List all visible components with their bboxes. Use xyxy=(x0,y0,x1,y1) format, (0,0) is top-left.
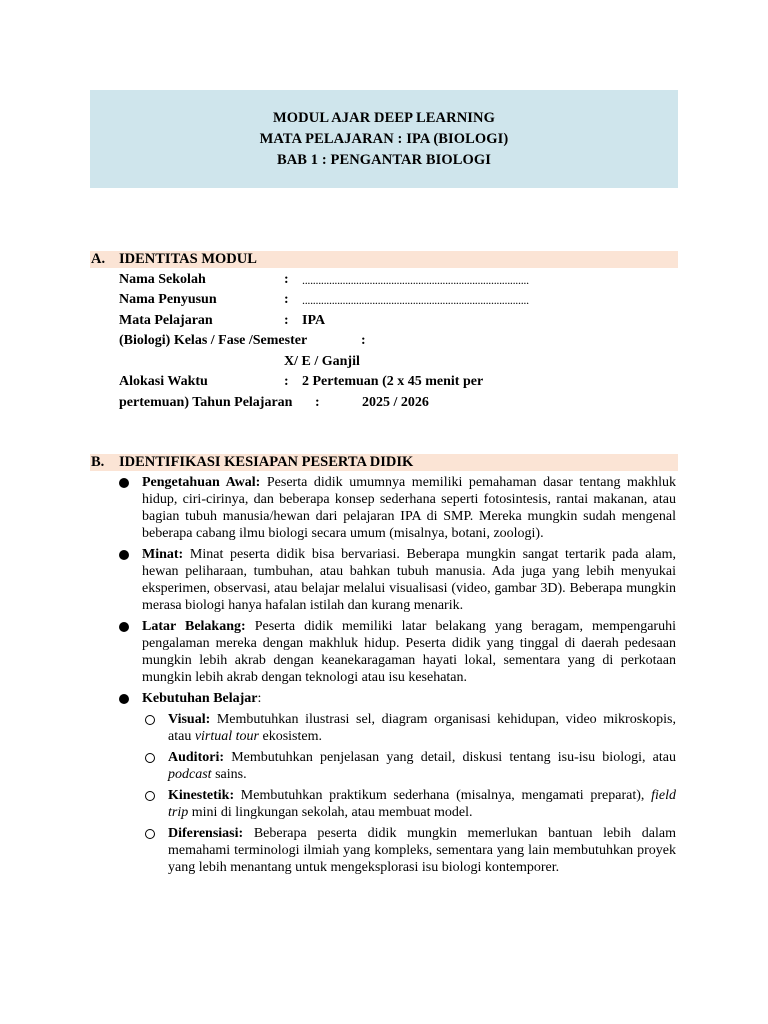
title-line-1: MODUL AJAR DEEP LEARNING xyxy=(273,109,495,126)
item-label: Kebutuhan Belajar xyxy=(142,691,258,706)
nama-sekolah-label: Nama Sekolah xyxy=(119,272,206,287)
list-item xyxy=(116,546,676,614)
item-text: Peserta didik umumnya memiliki pemahaman dasar tentang makhluk hidup, ciri-cirinya, dan beberapa konsep sederhana seperti fotosintesis, rantai makanan, atau bagian tubuh manusia/hewan dari pelajaran IPA di SMP. Mereka mungkin sudah mengenal beberapa cabang ilmu biologi secara umum (misalnya, botani, zoologi). xyxy=(142,475,677,541)
bullet-circle-icon xyxy=(145,715,155,725)
sub-item-label: Auditori: xyxy=(168,750,224,765)
item-text: Peserta didik memiliki latar belakang yang beragam, mempengaruhi pengalaman mereka dengan makhluk hidup. Peserta didik yang tinggal di daerah pedesaan mungkin lebih akrab dengan keanekaragaman hayati lokal, sementara yang di perkotaan mungkin lebih akrab dengan teknologi atau isu kesehatan. xyxy=(142,619,676,685)
section-b-letter: B. xyxy=(91,454,105,470)
bullet-dot-icon xyxy=(119,694,129,704)
section-a-letter: A. xyxy=(91,251,106,267)
mapel-value: IPA xyxy=(302,313,326,328)
nama-sekolah-value: .................................................................................... xyxy=(302,273,529,287)
sub-list-item xyxy=(142,825,676,876)
section-b-title: IDENTIFIKASI KESIAPAN PESERTA DIDIK xyxy=(119,454,414,470)
nama-penyusun-label: Nama Penyusun xyxy=(119,292,217,307)
kelas-colon: : xyxy=(361,333,366,348)
section-a-title: IDENTITAS MODUL xyxy=(119,251,257,267)
sub-item-emphasis: podcast xyxy=(168,767,212,782)
sub-list-item xyxy=(142,711,676,745)
mapel-label: Mata Pelajaran xyxy=(119,313,213,328)
list-item xyxy=(116,474,676,542)
sub-item-label: Visual: xyxy=(168,712,211,727)
nama-penyusun-value: .................................................................................... xyxy=(302,293,529,307)
sub-item-label: Diferensiasi: xyxy=(168,826,244,841)
section-a-heading xyxy=(90,251,678,268)
bullet-dot-icon xyxy=(119,478,129,488)
alokasi-label: Alokasi Waktu xyxy=(119,374,208,389)
sub-item-emphasis: field trip xyxy=(168,788,676,820)
list-item xyxy=(116,618,676,686)
sub-list xyxy=(142,711,676,876)
sub-item-text-end: sains. xyxy=(211,767,247,782)
nama-sekolah-colon: : xyxy=(284,272,289,287)
item-text: Minat peserta didik bisa bervariasi. Beberapa mungkin sangat tertarik pada alam, hewan peliharaan, tumbuhan, atau bahkan tubuh manusia. Ada juga yang lebih menyukai eksperimen, observasi, atau belajar melalui visualisasi (video, gambar 3D). Beberapa mungkin merasa biologi hanya hafalan istilah dan kurang menarik. xyxy=(142,547,676,613)
sub-list-item xyxy=(142,749,676,783)
readiness-list xyxy=(116,474,676,880)
title-box xyxy=(90,90,678,188)
sub-item-text: Beberapa peserta didik mungkin memerlukan bantuan lebih dalam memahami terminologi ilmiah yang kompleks, sementara yang lain membutuhkan proyek yang lebih menantang untuk mengeksplorasi isu biologi kontemporer. xyxy=(168,826,676,875)
alokasi-value: 2 Pertemuan (2 x 45 menit per xyxy=(302,374,484,389)
item-text: : xyxy=(257,691,262,706)
title-line-3: BAB 1 : PENGANTAR BIOLOGI xyxy=(276,151,492,168)
item-label: Latar Belakang: xyxy=(142,619,246,634)
bullet-circle-icon xyxy=(145,791,155,801)
sub-item-text: Membutuhkan praktikum sederhana (misalnya, mengamati preparat), xyxy=(234,788,652,803)
item-label: Minat: xyxy=(142,547,184,562)
sub-item-text: Membutuhkan penjelasan yang detail, diskusi tentang isu-isu biologi, atau xyxy=(224,750,676,765)
bullet-circle-icon xyxy=(145,753,155,763)
sub-item-label: Kinestetik: xyxy=(168,788,235,803)
sub-item-text: Membutuhkan ilustrasi sel, diagram organisasi kehidupan, video mikroskopis, atau xyxy=(168,712,676,744)
kelas-label: (Biologi) Kelas / Fase /Semester xyxy=(119,333,308,348)
list-item xyxy=(116,690,676,876)
mapel-colon: : xyxy=(284,313,289,328)
sub-item-text-end: ekosistem. xyxy=(259,729,322,744)
bullet-circle-icon xyxy=(145,829,155,839)
section-b-heading xyxy=(90,454,678,471)
bullet-dot-icon xyxy=(119,622,129,632)
tahun-colon: : xyxy=(315,395,320,410)
nama-penyusun-colon: : xyxy=(284,292,289,307)
item-label: Pengetahuan Awal: xyxy=(142,475,261,490)
title-line-2: MATA PELAJARAN : IPA (BIOLOGI) xyxy=(259,130,509,147)
alokasi-colon: : xyxy=(284,374,289,389)
sub-item-emphasis: virtual tour xyxy=(194,729,259,744)
tahun-value: 2025 / 2026 xyxy=(362,395,429,410)
kelas-value: X/ E / Ganjil xyxy=(284,354,360,369)
bullet-dot-icon xyxy=(119,550,129,560)
tahun-label: pertemuan) Tahun Pelajaran xyxy=(119,395,293,410)
sub-item-text-end: mini di lingkungan sekolah, atau membuat model. xyxy=(188,805,473,820)
sub-list-item xyxy=(142,787,676,821)
